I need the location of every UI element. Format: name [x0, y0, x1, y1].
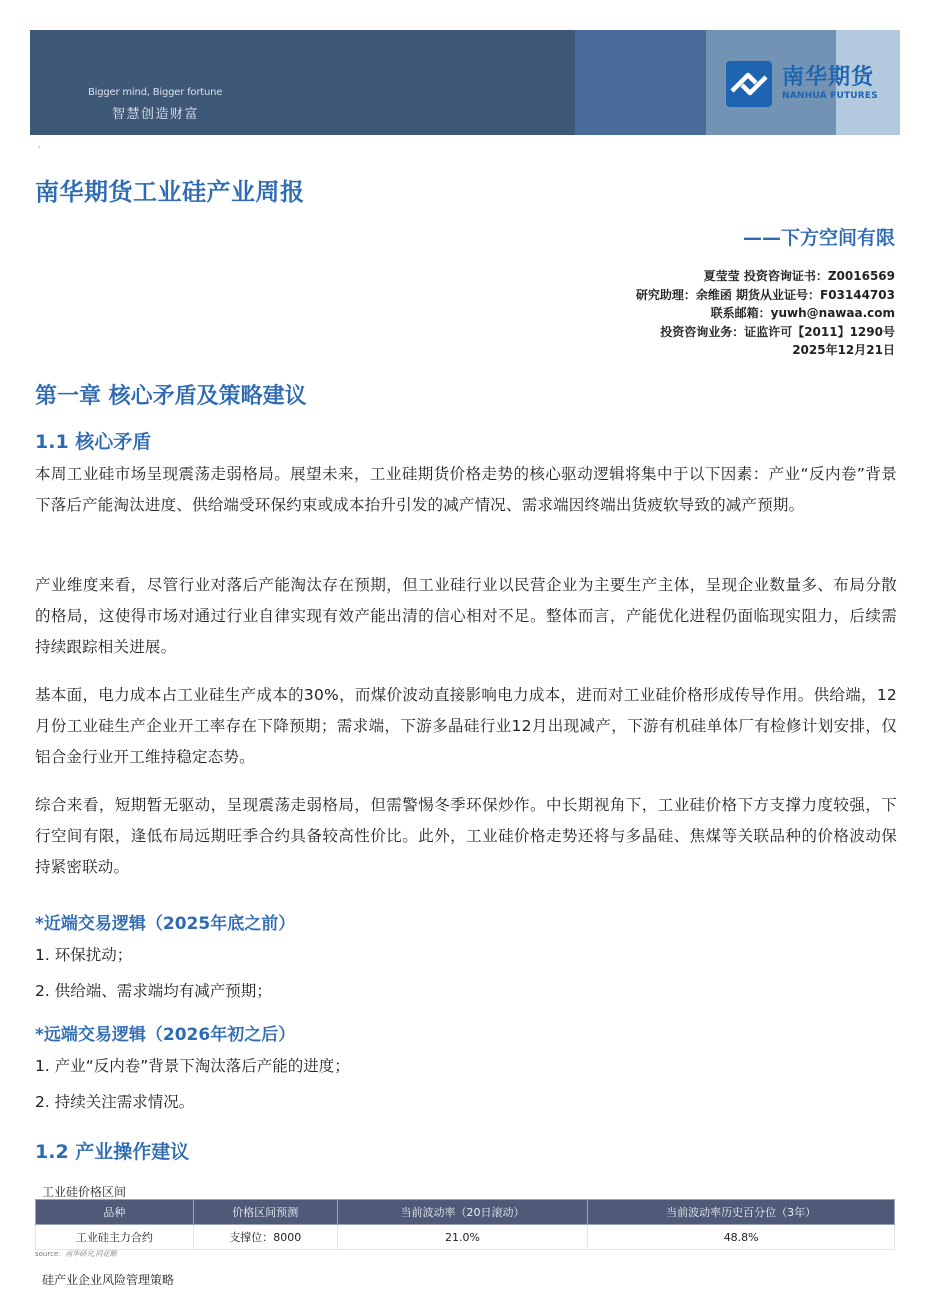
slogan-chinese: 智慧创造财富: [112, 107, 200, 122]
cell-volatility-percentile: 48.8%: [588, 1225, 895, 1250]
nanhua-logo-icon: [726, 61, 772, 107]
near-term-item: 2. 供给端、需求端均有减产预期；: [35, 982, 272, 1000]
company-logo: [726, 61, 878, 107]
table-row: [36, 1225, 895, 1250]
chapter-heading: 第一章 核心矛盾及策略建议: [35, 384, 307, 409]
paragraph-industry: 产业维度来看，尽管行业对落后产能淘汰存在预期，但工业硅行业以民营企业为主要生产主体，呈现企业数量多、布局分散的格局，这使得市场对通过行业自律实现有效产能出清的信心相对不足。整体而言，产能优化进程仍面临现实阻力，后续需持续跟踪相关进展。: [35, 576, 897, 656]
paragraph-overview: 本周工业硅市场呈现震荡走弱格局。展望未来，工业硅期货价格走势的核心驱动逻辑将集中于以下因素：产业“反内卷”背景下落后产能淘汰进度、供给端受环保约束或成本抬升引发的减产情况、需求端因终端出货疲软导致的减产预期。: [35, 465, 897, 514]
page-marker: ·: [38, 143, 41, 152]
column-header: 当前波动率历史百分位（3年）: [588, 1200, 895, 1225]
far-term-item: 1. 产业“反内卷”背景下淘汰落后产能的进度；: [35, 1057, 350, 1075]
cell-volatility: 21.0%: [337, 1225, 588, 1250]
source-value: 南华研究,同花顺: [65, 1250, 117, 1258]
analyst-line: 夏莹莹 投资咨询证书：Z0016569: [703, 269, 895, 283]
source-label: source：: [35, 1250, 66, 1258]
logo-english-name: NANHUA FUTURES: [782, 91, 878, 101]
table-caption: 工业硅价格区间: [42, 1185, 127, 1199]
column-header: 品种: [36, 1200, 194, 1225]
table-source: [35, 1249, 116, 1259]
logo-chinese-name: 南华期货: [782, 65, 875, 90]
report-title: 南华期货工业硅产业周报: [35, 178, 305, 206]
paragraph-summary: 综合来看，短期暂无驱动，呈现震荡走弱格局，但需警惕冬季环保炒作。中长期视角下，工业硅价格下方支撑力度较强，下行空间有限，逢低布局远期旺季合约具备较高性价比。此外，工业硅价格走势还将与多晶硅、焦煤等关联品种的价格波动保持紧密联动。: [35, 796, 897, 876]
author-info: [636, 267, 895, 360]
cell-contract: 工业硅主力合约: [36, 1225, 194, 1250]
column-header: 价格区间预测: [193, 1200, 337, 1225]
banner-band-mid: [575, 30, 706, 135]
cell-price-range: 支撑位：8000: [193, 1225, 337, 1250]
assistant-line: 研究助理：余维函 期货从业证号：F03144703: [635, 287, 895, 302]
far-term-logic-heading: *远端交易逻辑（2026年初之后）: [35, 1025, 296, 1045]
table-header-row: [36, 1200, 895, 1225]
report-date: 2025年12月21日: [792, 343, 895, 357]
near-term-item: 1. 环保扰动；: [35, 946, 133, 964]
paragraph-fundamentals: 基本面，电力成本占工业硅生产成本的30%，而煤价波动直接影响电力成本，进而对工业硅价格形成传导作用。供给端，12月份工业硅生产企业开工率存在下降预期；需求端，下游多晶硅行业12月出现减产，下游有机硅单体厂有检修计划安排，仅铝合金行业开工维持稳定态势。: [35, 686, 897, 766]
slogan-english: Bigger mind, Bigger fortune: [88, 87, 223, 98]
report-subtitle: ——下方空间有限: [742, 227, 895, 249]
near-term-logic-heading: *近端交易逻辑（2025年底之前）: [35, 914, 296, 934]
next-table-caption: 硅产业企业风险管理策略: [42, 1273, 175, 1287]
column-header: 当前波动率（20日滚动）: [337, 1200, 588, 1225]
section-heading-operations: 1.2 产业操作建议: [35, 1141, 190, 1163]
far-term-item: 2. 持续关注需求情况。: [35, 1093, 195, 1111]
price-range-table: [35, 1199, 895, 1250]
license-line: 投资咨询业务：证监许可【2011】1290号: [660, 324, 895, 339]
contact-email: 联系邮箱：yuwh@nawaa.com: [710, 306, 895, 320]
section-heading-core: 1.1 核心矛盾: [35, 431, 152, 453]
banner-band-dark: [30, 30, 575, 135]
